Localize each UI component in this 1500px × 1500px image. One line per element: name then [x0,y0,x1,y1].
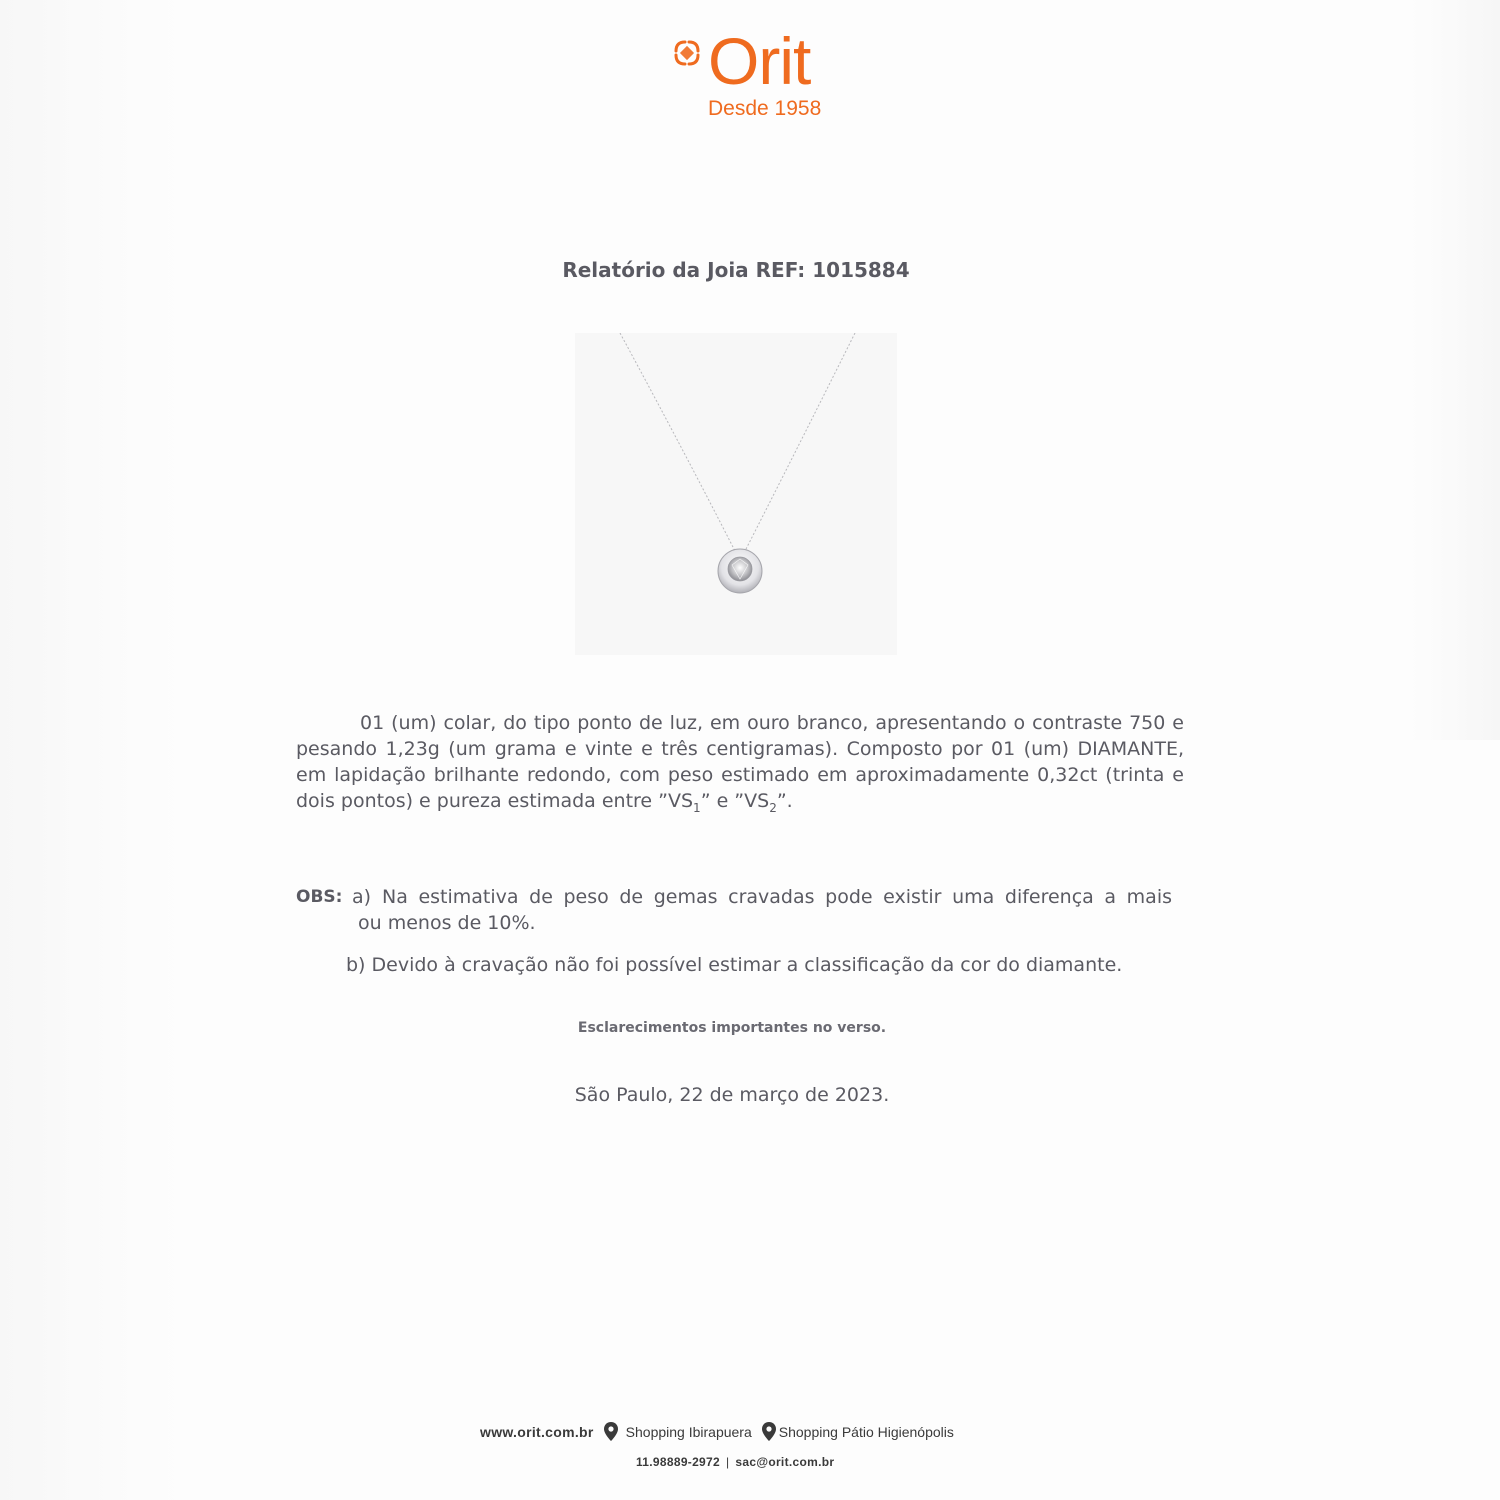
footer-contacts [480,1420,954,1444]
obs-a-line: ou menos de 10%. [358,912,536,934]
verso-note: Esclarecimentos importantes no verso. [577,1020,887,1036]
store-location: Shopping Pátio Higienópolis [778,1424,954,1440]
brand-logo [670,24,840,125]
orit-logo-mark-icon [672,38,702,68]
website-link[interactable]: www.orit.com.br [480,1424,594,1440]
scan-shading [0,0,185,1500]
subscript: 1 [693,800,701,815]
product-photo [575,333,897,655]
footer-phone-email [636,1452,834,1472]
brand-name: Orit [708,24,811,98]
location-pin-icon [762,1422,776,1442]
description-text: ” e ”VS [700,790,770,812]
description-text: ”. [776,790,793,812]
separator: | [725,1455,730,1469]
location-pin-icon [604,1422,618,1442]
subscript: 2 [769,800,777,815]
jewel-description [296,710,1184,814]
obs-label: OBS: [296,887,343,907]
store-location: Shopping Ibirapuera [625,1424,752,1440]
report-title: Relatório da Joia REF: 1015884 [562,258,910,282]
obs-a-text [358,884,1172,936]
necklace-image [575,333,897,655]
obs-b-text: b) Devido à cravação não foi possível estimar a classificação da cor do diamante. [346,954,1123,976]
email-link[interactable]: sac@orit.com.br [735,1455,835,1469]
description-text: 01 (um) colar, do tipo ponto de luz, em ouro branco, apresentando o contraste 750 e pesando 1,23g (um grama e vinte e três centigramas). Composto por 01 (um) DIAMANTE, em lapidação brilhante redondo, com peso estimado em aproximadamente 0,32ct (trinta e dois pontos) e pureza estimada entre ”VS [296,712,1184,812]
place-date: São Paulo, 22 de março de 2023. [574,1084,890,1106]
brand-tagline: Desde 1958 [708,97,822,120]
obs-a-marker: a) [352,886,372,908]
phone-number: 11.98889-2972 [636,1455,720,1469]
scan-shading [1410,0,1500,740]
obs-a-line: Na estimativa de peso de gemas cravadas pode existir uma diferença a mais [382,886,1172,908]
